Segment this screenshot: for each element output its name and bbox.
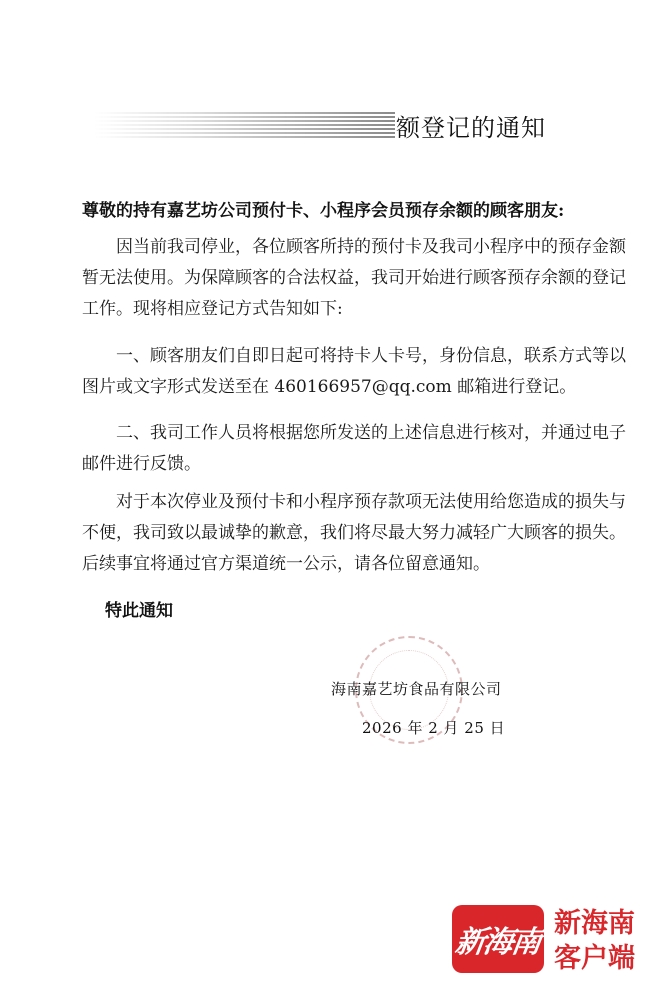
paragraph-3 (82, 418, 626, 480)
watermark-brand-line-1: 新海南 (554, 908, 635, 939)
notice-title: 额登记的通知 (396, 114, 546, 142)
paragraph-1 (82, 232, 626, 325)
watermark-logo (452, 905, 544, 973)
notice-title-area (0, 108, 652, 148)
company-name: 海南嘉艺坊食品有限公司 (331, 680, 502, 698)
watermark-logo-text: 新海南 (453, 925, 542, 960)
watermark-brand-line-2: 客户端 (554, 943, 635, 974)
paragraph-line: 图片或文字形式发送至在 460166957@qq.com 邮箱进行登记。 (82, 377, 577, 397)
paragraph-line: 工作。现将相应登记方式告知如下: (82, 299, 343, 319)
salutation: 尊敬的持有嘉艺坊公司预付卡、小程序会员预存余额的顾客朋友: (82, 201, 565, 221)
paragraph-2 (82, 341, 626, 403)
paragraph-line: 二、我司工作人员将根据您所发送的上述信息进行核对，并通过电子 (116, 423, 626, 443)
paragraph-line: 对于本次停业及预付卡和小程序预存款项无法使用给您造成的损失与 (116, 492, 626, 512)
paragraph-line: 一、顾客朋友们自即日起可将持卡人卡号，身份信息，联系方式等以 (116, 346, 626, 366)
title-blurred-portion (95, 112, 395, 138)
paragraph-line: 后续事宜将通过官方渠道统一公示，请各位留意通知。 (82, 554, 490, 574)
notice-date: 2026 年 2 月 25 日 (362, 719, 506, 737)
paragraph-4 (82, 487, 626, 580)
paragraph-line: 不便，我司致以最诚挚的歉意，我们将尽最大努力减轻广大顾客的损失。 (82, 523, 626, 543)
paragraph-line: 暂无法使用。为保障顾客的合法权益，我司开始进行顾客预存余额的登记 (82, 268, 626, 288)
paragraph-line: 邮件进行反馈。 (82, 454, 201, 474)
closing-text: 特此通知 (105, 601, 173, 621)
paragraph-line: 因当前我司停业，各位顾客所持的预付卡及我司小程序中的预存金额 (116, 237, 626, 257)
watermark-brand-name (554, 906, 635, 976)
